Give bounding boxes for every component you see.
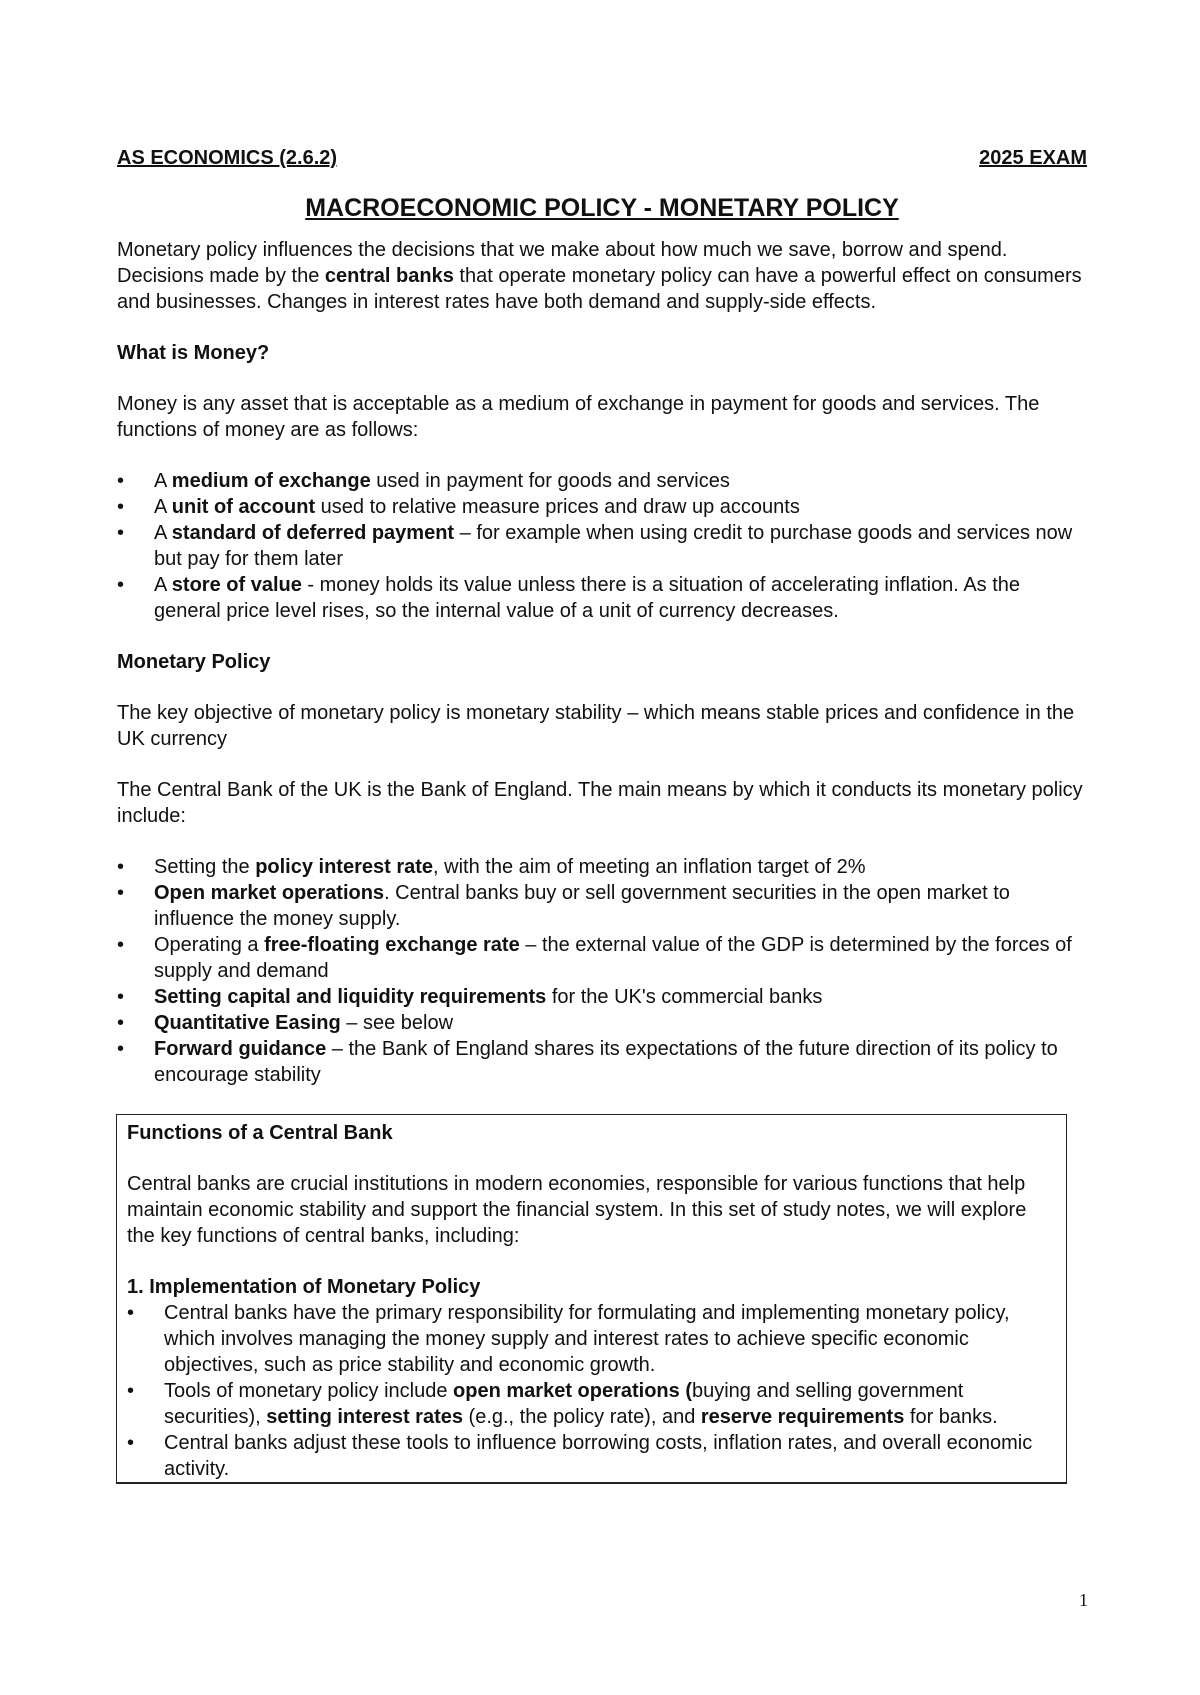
intro-text-2: that operate monetary policy can have a powerful effect on consumers and businesses. Changes in interest rates have both demand and supply-side effects. [117,265,1082,313]
intro-paragraph [117,237,1087,315]
exam-year: 2025 EXAM [979,147,1087,169]
section-heading-money: What is Money? [117,342,270,364]
intro-text-1: Monetary policy influences the decisions that we make about how much we save, borrow and spend. Decisions made by the [117,239,1008,287]
list-item [117,880,1087,932]
box-heading: Functions of a Central Bank [127,1122,393,1144]
item-bold: store of value [171,574,302,596]
item-bold: standard of deferred payment [171,522,455,544]
central-bank-functions-box [116,1114,1067,1484]
item-rest: – the Bank of England shares its expectations of the future direction of its policy to encourage stability [154,1038,1058,1086]
box-paragraph: Central banks are crucial institutions in modern economies, responsible for various functions that help maintain economic stability and support the financial system. In this set of study notes, we will explore the key functions of central banks, including: [127,1173,1027,1247]
item-rest: – the external value of the GDP is determined by the forces of supply and demand [154,934,1072,982]
item-bold: open market operations ( [453,1380,692,1402]
list-item [117,1036,1087,1088]
item-rest: , with the aim of meeting an inflation target of 2% [433,856,866,878]
item-prefix: Setting the [154,856,256,878]
list-item [117,572,1087,624]
money-functions-list [117,468,1087,624]
list-item [117,932,1087,984]
document-page [117,145,1087,1484]
list-item [117,984,1087,1010]
item-rest: used to relative measure prices and draw up accounts [315,496,800,518]
item-rest: – for example when using credit to purchase goods and services now but pay for them later [154,522,1073,570]
item-prefix: A [154,574,172,596]
item-bold: Setting capital and liquidity requirements [154,986,547,1008]
section-heading-monetary-policy: Monetary Policy [117,651,271,673]
list-item [117,854,1087,880]
list-item [127,1430,1056,1482]
item-prefix: A [154,496,172,518]
course-code: AS ECONOMICS (2.6.2) [117,147,338,169]
item-bold: Forward guidance [154,1038,327,1060]
box-item-3-text: Central banks adjust these tools to influence borrowing costs, inflation rates, and overall economic activity. [164,1432,1033,1480]
list-item [117,520,1087,572]
item-bold: medium of exchange [171,470,371,492]
document-header [117,145,1087,171]
item-rest: – see below [340,1012,454,1034]
list-item [117,494,1087,520]
monetary-paragraph-2: The Central Bank of the UK is the Bank of England. The main means by which it conducts its monetary policy include: [117,779,1083,827]
page-number: 1 [1079,1590,1088,1610]
list-item [127,1300,1056,1378]
item-prefix: A [154,522,172,544]
monetary-paragraph-1: The key objective of monetary policy is monetary stability – which means stable prices and confidence in the UK currency [117,702,1075,750]
intro-bold-central-banks: central banks [324,265,454,287]
item-prefix: A [154,470,172,492]
item-text: for banks. [904,1406,998,1428]
box-item-1-text: Central banks have the primary responsibility for formulating and implementing monetary policy, which involves managing the money supply and interest rates to achieve specific economic objectives, such as price stability and economic growth. [164,1302,1010,1376]
item-bold: unit of account [171,496,316,518]
box-list [127,1300,1056,1482]
item-text: buying and selling government securities), [164,1380,964,1428]
item-text: Tools of monetary policy include [164,1380,454,1402]
item-rest: - money holds its value unless there is a situation of accelerating inflation. As the general price level rises, so the internal value of a unit of currency decreases. [154,574,1021,622]
item-bold: free-floating exchange rate [264,934,520,956]
item-text: (e.g., the policy rate), and [462,1406,701,1428]
item-bold: policy interest rate [255,856,434,878]
list-item [127,1378,1056,1430]
item-rest: used in payment for goods and services [370,470,730,492]
box-sub-heading: 1. Implementation of Monetary Policy [127,1276,481,1298]
document-title: MACROECONOMIC POLICY - MONETARY POLICY [305,194,899,222]
item-rest: for the UK's commercial banks [546,986,823,1008]
list-item [117,1010,1087,1036]
item-rest: . Central banks buy or sell government securities in the open market to influence the money supply. [154,882,1010,930]
item-bold: setting interest rates [266,1406,463,1428]
monetary-means-list [117,854,1087,1088]
item-prefix: Operating a [154,934,265,956]
item-bold: Open market operations [154,882,385,904]
list-item [117,468,1087,494]
money-paragraph: Money is any asset that is acceptable as a medium of exchange in payment for goods and services. The functions of money are as follows: [117,393,1040,441]
item-bold: Quantitative Easing [154,1012,341,1034]
item-bold: reserve requirements [700,1406,905,1428]
